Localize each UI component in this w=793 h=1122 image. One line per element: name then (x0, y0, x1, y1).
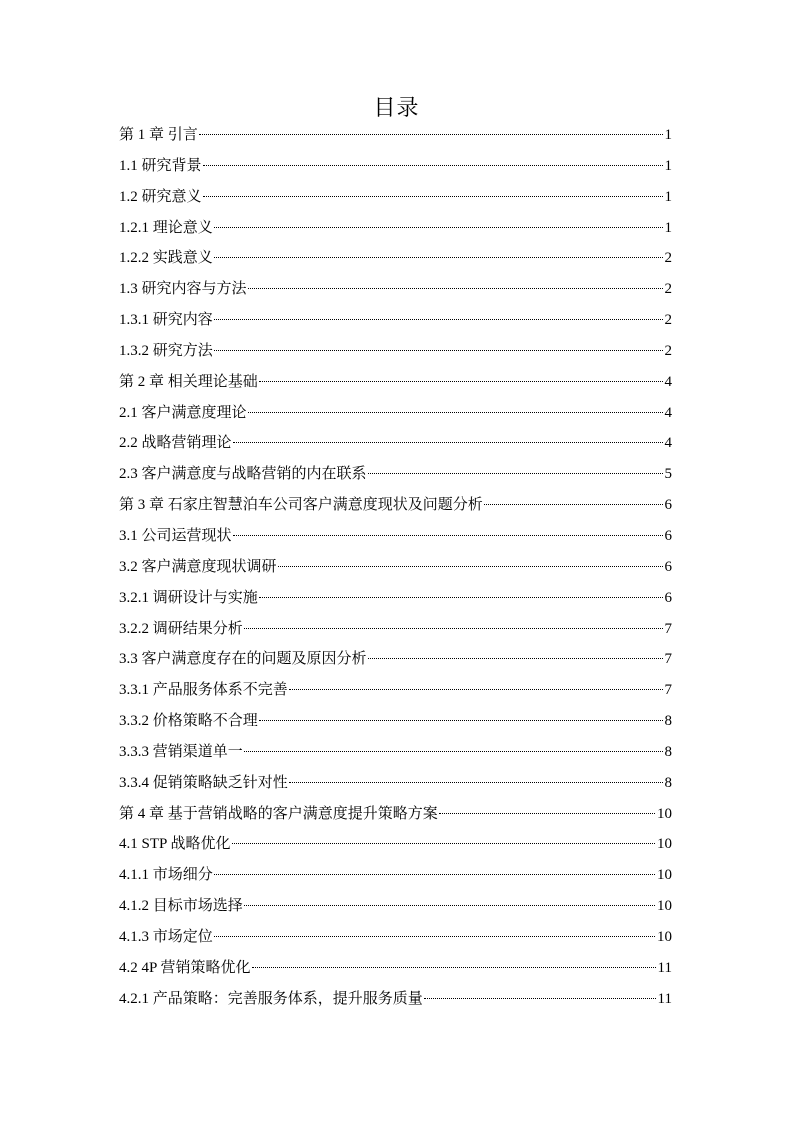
toc-entry[interactable] (119, 459, 672, 490)
toc-entry[interactable] (119, 213, 672, 244)
toc-entry-page-number: 1 (664, 127, 672, 143)
toc-entry-page-number: 7 (664, 620, 672, 637)
toc-entry-label: 3.2.2 调研结果分析 (119, 620, 243, 637)
toc-entry[interactable] (119, 305, 672, 336)
toc-dot-leader (439, 813, 655, 814)
toc-entry-page-number: 11 (657, 990, 672, 1007)
toc-entry-label: 2.2 战略营销理论 (119, 435, 232, 452)
toc-entry-label: 3.3.2 价格策略不合理 (119, 713, 258, 730)
toc-entry[interactable] (119, 552, 672, 583)
toc-entry[interactable] (119, 336, 672, 367)
toc-entry-label: 1.2 研究意义 (119, 188, 202, 205)
toc-entry[interactable] (119, 768, 672, 799)
toc-entry[interactable] (119, 922, 672, 953)
toc-entry[interactable] (119, 367, 672, 398)
toc-entry-label: 1.1 研究背景 (119, 157, 202, 174)
toc-entry[interactable] (119, 428, 672, 459)
toc-dot-leader (203, 165, 663, 166)
toc-entry-label: 3.1 公司运营现状 (119, 527, 232, 544)
toc-entry[interactable] (119, 644, 672, 675)
toc-entry-label: 2.3 客户满意度与战略营销的内在联系 (119, 466, 367, 483)
toc-entry-label: 3.3 客户满意度存在的问题及原因分析 (119, 651, 367, 668)
toc-entry-label: 3.3.3 营销渠道单一 (119, 743, 243, 760)
toc-dot-leader (232, 843, 655, 844)
toc-entry-page-number: 1 (664, 157, 672, 174)
toc-list (119, 120, 672, 1014)
toc-dot-leader (424, 998, 656, 999)
toc-entry[interactable] (119, 675, 672, 706)
toc-entry-page-number: 5 (664, 466, 672, 483)
toc-dot-leader (248, 412, 663, 413)
toc-dot-leader (289, 689, 663, 690)
toc-entry-page-number: 10 (657, 928, 672, 945)
toc-entry[interactable] (119, 706, 672, 737)
toc-entry-page-number: 4 (664, 404, 672, 421)
toc-entry-page-number: 7 (664, 651, 672, 668)
toc-entry-page-number: 1 (664, 219, 672, 236)
toc-entry-page-number: 6 (664, 589, 672, 606)
toc-entry-page-number: 6 (664, 558, 672, 575)
toc-dot-leader (259, 720, 663, 721)
toc-entry-label: 4.1 STP 战略优化 (119, 836, 231, 853)
toc-entry-page-number: 2 (664, 342, 672, 359)
toc-entry-label: 4.2.1 产品策略：完善服务体系，提升服务质量 (119, 990, 423, 1007)
toc-entry[interactable] (119, 583, 672, 614)
toc-entry-page-number: 8 (664, 774, 672, 791)
toc-entry-page-number: 6 (664, 527, 672, 544)
toc-entry[interactable] (119, 398, 672, 429)
toc-entry[interactable] (119, 799, 672, 830)
toc-entry-label: 4.2 4P 营销策略优化 (119, 959, 251, 976)
toc-dot-leader (203, 196, 663, 197)
toc-entry-page-number: 10 (657, 805, 672, 822)
toc-entry-label: 1.3.1 研究内容 (119, 312, 213, 329)
toc-entry[interactable] (119, 614, 672, 645)
toc-dot-leader (289, 782, 663, 783)
toc-entry-label: 4.1.1 市场细分 (119, 867, 213, 884)
toc-dot-leader (233, 442, 663, 443)
toc-entry-page-number: 8 (664, 743, 672, 760)
toc-dot-leader (214, 936, 655, 937)
toc-entry[interactable] (119, 120, 672, 151)
toc-entry-label: 第 2 章 相关理论基础 (119, 373, 258, 390)
toc-dot-leader (244, 751, 663, 752)
toc-dot-leader (259, 597, 663, 598)
toc-entry[interactable] (119, 737, 672, 768)
toc-dot-leader (278, 566, 663, 567)
toc-dot-leader (214, 227, 663, 228)
toc-entry-label: 1.3.2 研究方法 (119, 342, 213, 359)
toc-entry-label: 第 1 章 引言 (119, 127, 198, 143)
toc-dot-leader (244, 628, 663, 629)
toc-dot-leader (214, 874, 655, 875)
toc-entry-page-number: 2 (664, 312, 672, 329)
toc-entry[interactable] (119, 243, 672, 274)
toc-entry[interactable] (119, 490, 672, 521)
toc-entry-label: 1.3 研究内容与方法 (119, 281, 247, 298)
toc-dot-leader (214, 257, 663, 258)
toc-dot-leader (214, 319, 663, 320)
toc-dot-leader (484, 504, 663, 505)
toc-entry-page-number: 10 (657, 898, 672, 915)
toc-entry-page-number: 10 (657, 836, 672, 853)
toc-entry-label: 2.1 客户满意度理论 (119, 404, 247, 421)
toc-entry-page-number: 7 (664, 682, 672, 699)
toc-entry-page-number: 6 (664, 497, 672, 514)
toc-dot-leader (368, 658, 663, 659)
toc-entry-page-number: 10 (657, 867, 672, 884)
toc-dot-leader (248, 288, 663, 289)
toc-entry-page-number: 2 (664, 250, 672, 267)
toc-entry-label: 3.2 客户满意度现状调研 (119, 558, 277, 575)
toc-entry[interactable] (119, 953, 672, 984)
toc-entry-label: 1.2.1 理论意义 (119, 219, 213, 236)
toc-dot-leader (199, 134, 663, 135)
toc-entry-page-number: 1 (664, 188, 672, 205)
toc-entry[interactable] (119, 829, 672, 860)
toc-entry[interactable] (119, 274, 672, 305)
toc-entry[interactable] (119, 891, 672, 922)
toc-dot-leader (252, 967, 656, 968)
toc-entry-page-number: 4 (664, 373, 672, 390)
toc-dot-leader (214, 350, 663, 351)
toc-entry-page-number: 4 (664, 435, 672, 452)
toc-dot-leader (259, 381, 663, 382)
toc-entry-label: 3.3.1 产品服务体系不完善 (119, 682, 288, 699)
toc-entry[interactable] (119, 984, 672, 1015)
toc-entry[interactable] (119, 151, 672, 182)
toc-entry-label: 3.2.1 调研设计与实施 (119, 589, 258, 606)
toc-entry[interactable] (119, 521, 672, 552)
toc-entry-label: 4.1.3 市场定位 (119, 928, 213, 945)
toc-entry-label: 第 4 章 基于营销战略的客户满意度提升策略方案 (119, 805, 438, 822)
toc-entry-page-number: 8 (664, 713, 672, 730)
toc-entry[interactable] (119, 860, 672, 891)
toc-title: 目录 (373, 95, 420, 120)
toc-dot-leader (233, 535, 663, 536)
toc-entry-page-number: 2 (664, 281, 672, 298)
toc-dot-leader (368, 473, 663, 474)
toc-entry-label: 4.1.2 目标市场选择 (119, 898, 243, 915)
toc-entry[interactable] (119, 182, 672, 213)
toc-dot-leader (244, 905, 655, 906)
toc-entry-label: 1.2.2 实践意义 (119, 250, 213, 267)
toc-entry-label: 第 3 章 石家庄智慧泊车公司客户满意度现状及问题分析 (119, 497, 483, 514)
toc-entry-label: 3.3.4 促销策略缺乏针对性 (119, 774, 288, 791)
toc-entry-page-number: 11 (657, 959, 672, 976)
